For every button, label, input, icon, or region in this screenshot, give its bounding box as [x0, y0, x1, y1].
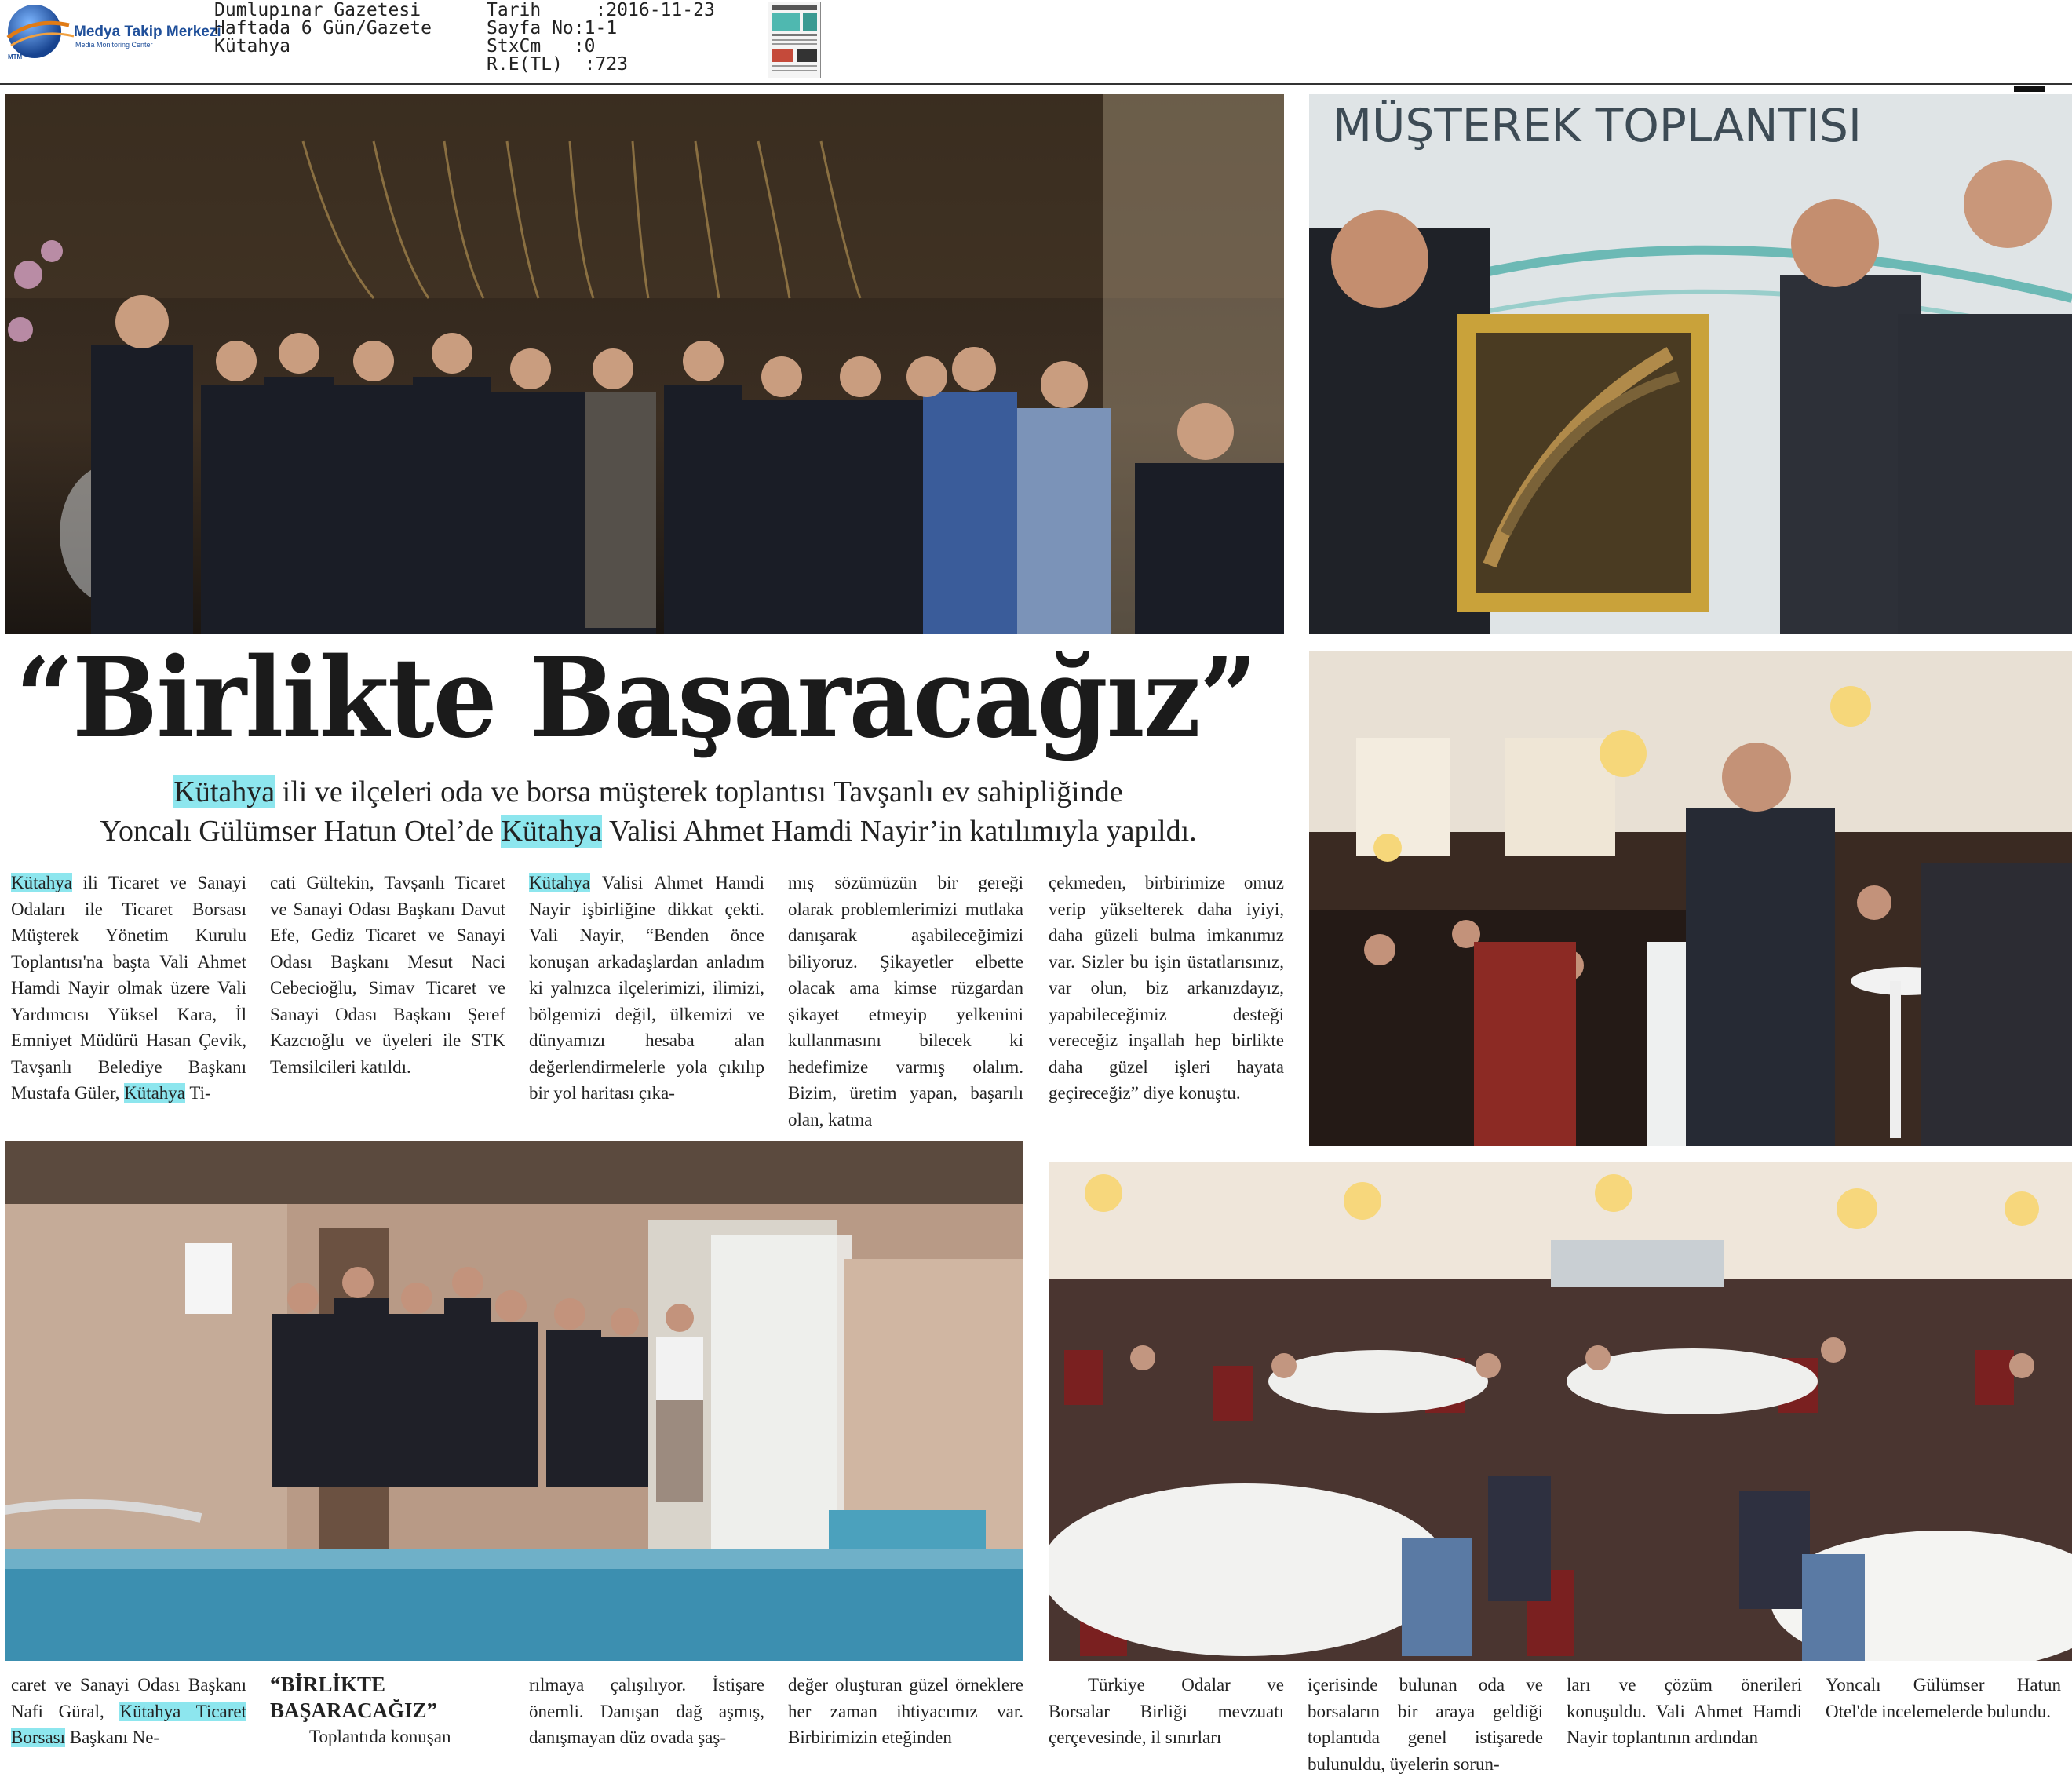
pool-photo-image	[5, 1141, 1023, 1661]
deck	[5, 772, 1292, 851]
stxcm-label: StxCm :0	[487, 36, 596, 57]
bcol7-text: ları ve çözüm önerileri konuşuldu. Vali Ahmet Hamdi Nayir toplantının ardından	[1567, 1675, 1802, 1747]
deck-line-2-text-c: Valisi Ahmet Hamdi Nayir’in katılımıyla yapıldı.	[602, 815, 1197, 848]
deck-line-1	[5, 772, 1292, 812]
logo-abbr: MTM	[8, 53, 23, 60]
deck-line-1-text: ili ve ilçeleri oda ve borsa müşterek toplantısı Tavşanlı ev sahipliğinde	[275, 775, 1123, 808]
header-rule	[0, 83, 2072, 85]
bottom-column-5	[1049, 1672, 1284, 1751]
bcol6-text: içerisinde bulunan oda ve borsaların bir araya geldiği toplantıda genel istişarede bulunuldu, üyelerin sorun-	[1308, 1675, 1543, 1774]
publication-city: Kütahya	[214, 36, 290, 57]
col3-text: Valisi Ahmet Hamdi Nayir işbirliğine dikkat çekti. Vali Nayir, “Benden önce konuşan arkadaşlardan anladım ki yalnızca ilçelerimizi, ilimizi, bölgemizi değil, ülkemizi ve dünyamızı hesaba alan değerlendirmelerle yola çıkılıp bir yol haritası çıka-	[529, 873, 764, 1103]
page-thumbnail-icon	[768, 2, 820, 78]
bcol8-text: Yoncalı Gülümser Hatun Otel'de incelemelerde bulundu.	[1826, 1675, 2061, 1721]
page-thumbnail[interactable]	[768, 2, 821, 78]
bottom-column-2	[270, 1672, 505, 1750]
deck-line-2	[5, 812, 1292, 851]
article-column-2	[270, 870, 505, 1080]
article-column-5	[1049, 870, 1284, 1107]
re-label: R.E(TL) :723	[487, 54, 629, 75]
masthead-logo	[3, 2, 221, 63]
banner-text: MÜŞTEREK TOPLANTISI	[1333, 99, 1862, 152]
photo-banquet-hall	[1049, 1162, 2072, 1661]
bcol1-text: caret ve Sanayi Odası Başkanı Nafi Güral,	[11, 1675, 246, 1721]
bcol1-text-end: Başkanı Ne-	[65, 1728, 160, 1747]
bottom-subhead: “BİRLİKTE BAŞARACAĞIZ”	[270, 1673, 438, 1722]
col4-text: mış sözümüzün bir gereği olarak problemlerimizi mutlaka danışarak aşabileceğimizi biliyoruz. Şikayetler elbette olacak ama kimse rüzgardan şikayet etmeyip yelkenini kullanmasını bilecek ki hedefimize varmış olalım. Bizim, üretim yapan, başarılı olan, katma	[788, 873, 1023, 1129]
bcol5-text: Türkiye Odalar ve Borsalar Birliği mevzuatı çerçevesinde, il sınırları	[1049, 1675, 1284, 1747]
col1-text: ili Ticaret ve Sanayi Odaları ile Ticaret Borsası Müşterek Yönetim Kurulu Toplantısı'na başta Vali Ahmet Hamdi Nayir olmak üzere Vali Yardımcısı Yüksel Kara, İl Emniyet Müdürü Hasan Çevik, Tavşanlı Belediye Başkanı Mustafa Güler,	[11, 873, 246, 1103]
deck-line-2-text-a: Yoncalı Gülümser Hatun Otel’de	[100, 815, 502, 848]
col3-highlight: Kütahya	[529, 873, 590, 892]
col2-text: cati Gültekin, Tavşanlı Ticaret ve Sanayi Odası Başkanı Davut Efe, Gediz Ticaret ve Sanayi Odası Başkanı Mesut Naci Cebecioğlu, Simav Ticaret ve Sanayi Odası Başkanı Şeref Kazcıoğlu ve üyeleri ile STK Temsilcileri katıldı.	[270, 873, 505, 1077]
bottom-column-8	[1826, 1672, 2061, 1724]
col1-text-end: Ti-	[185, 1083, 211, 1103]
bottom-column-3	[529, 1672, 764, 1751]
date-label: Tarih :2016-11-23	[487, 0, 715, 20]
bottom-column-1	[11, 1672, 246, 1751]
article-column-1	[11, 870, 246, 1107]
photo-group-portrait	[5, 94, 1284, 634]
photo-speech	[1309, 651, 2072, 1146]
col1-highlight: Kütahya	[11, 873, 72, 892]
deck-highlight-kutahya: Kütahya	[173, 775, 275, 808]
article-column-3	[529, 870, 764, 1107]
photo-plaque-presentation	[1309, 94, 2072, 634]
banquet-photo-image	[1049, 1162, 2072, 1661]
bottom-column-4	[788, 1672, 1023, 1751]
corner-mark	[2014, 86, 2045, 92]
plaque-photo-image	[1309, 94, 2072, 634]
headline: “Birlikte Başaracağız”	[16, 634, 1257, 763]
bcol4-text: değer oluşturan güzel örneklere her zaman ihtiyacımız var. Birbirimizin eteğinden	[788, 1675, 1023, 1747]
group-photo-image	[5, 94, 1284, 634]
publication-name: Dumlupınar Gazetesi	[214, 0, 421, 20]
page-label: Sayfa No:1-1	[487, 18, 618, 38]
photo-pool-visit	[5, 1141, 1023, 1661]
bottom-column-6	[1308, 1672, 1543, 1777]
article-column-4	[788, 870, 1023, 1133]
logo-subtitle: Media Monitoring Center	[75, 41, 153, 49]
col1-highlight-2: Kütahya	[124, 1083, 185, 1103]
logo-title: Medya Takip Merkezi	[74, 24, 221, 40]
bcol2-text: Toplantıda konuşan	[309, 1727, 451, 1746]
bcol1-highlight: Kütahya Ticaret Borsası	[11, 1701, 246, 1747]
bcol3-text: rılmaya çalışılıyor. İstişare önemli. Danışan dağ aşmış, danışmayan düz ovada şaş-	[529, 1675, 764, 1747]
publication-frequency: Haftada 6 Gün/Gazete	[214, 18, 432, 38]
speech-photo-image	[1309, 651, 2072, 1146]
bottom-column-7	[1567, 1672, 1802, 1751]
deck-highlight-kutahya-2: Kütahya	[501, 815, 603, 848]
col5-text: çekmeden, birbirimize omuz verip yükselterek daha iyiyi, daha güzeli bulma imkanımız var. Sizler bu işin üstatlarısınız, var olun, biz arkanızdayız, yapabileceğimiz desteği vereceğiz inşallah hep birlikte daha güzel işleri hayata geçireceğiz” diye konuştu.	[1049, 873, 1284, 1103]
